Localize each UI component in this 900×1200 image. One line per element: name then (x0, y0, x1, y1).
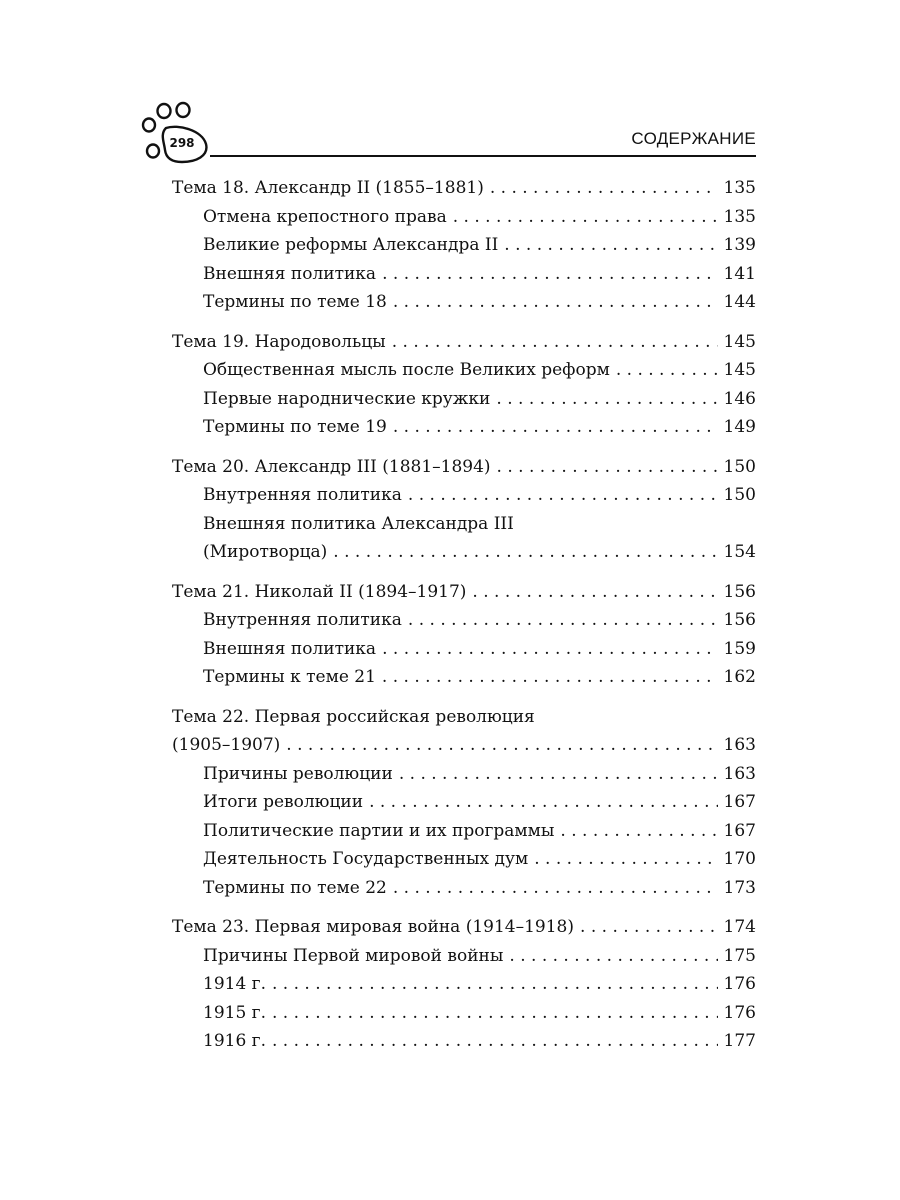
dot-leader (382, 663, 718, 692)
toc-subentry-title: Термины к теме 21 (203, 667, 376, 687)
toc-subentry-page: 175 (723, 945, 756, 966)
toc-subentry[interactable] (172, 203, 756, 232)
toc-subentry[interactable] (172, 635, 756, 664)
toc-subentry-page: 170 (723, 849, 756, 869)
dot-leader (497, 453, 718, 482)
toc-entry-title: Тема 20. Александр III (1881–1894) (172, 456, 491, 477)
toc-subentry-page: 146 (723, 388, 756, 409)
toc-entry-title: Тема 21. Николай II (1894–1917) (172, 581, 467, 602)
toc-entry[interactable] (172, 328, 756, 357)
dot-leader (408, 606, 718, 635)
toc-subentry[interactable] (172, 874, 756, 903)
toc-subentry[interactable] (172, 288, 756, 317)
toc-subentry[interactable] (172, 385, 756, 414)
toc-subentry-title-line2: (Миротворца) (203, 542, 328, 562)
dot-leader (616, 356, 718, 385)
toc-entry-page: 135 (723, 178, 756, 198)
toc-subentry[interactable] (172, 1027, 756, 1056)
toc-subentry-page: 149 (723, 417, 756, 437)
dot-leader (534, 845, 717, 874)
toc-subentry-title: Итоги революции (203, 792, 364, 812)
dot-leader (272, 970, 718, 999)
toc-subentry-page: 173 (723, 877, 756, 898)
toc-subentry[interactable] (172, 788, 756, 817)
toc-subentry-page: 162 (723, 667, 756, 687)
toc-group (172, 174, 756, 317)
toc-subentry-page: 176 (723, 1002, 756, 1023)
dot-leader (272, 999, 718, 1028)
page-header (0, 0, 900, 170)
toc-subentry-title: Первые народнические кружки (203, 388, 491, 409)
toc-subentry-title: Внутренняя политика (203, 610, 402, 630)
toc-subentry[interactable] (172, 817, 756, 846)
table-of-contents (172, 174, 756, 1067)
dot-leader (399, 760, 718, 789)
dot-leader (453, 203, 718, 232)
dot-leader (496, 385, 717, 414)
toc-subentry-title: Термины по теме 18 (203, 292, 387, 312)
dot-leader (580, 913, 718, 942)
toc-subentry-page: 177 (723, 1031, 756, 1051)
toc-subentry-page: 163 (723, 763, 756, 784)
toc-subentry-title: Причины Первой мировой войны (203, 945, 504, 966)
header-rule (210, 155, 756, 157)
paw-print-icon (138, 100, 210, 168)
dot-leader (369, 788, 717, 817)
toc-subentry[interactable] (172, 942, 756, 971)
dot-leader (504, 231, 717, 260)
toc-subentry-page: 167 (723, 820, 756, 841)
toc-entry-title-line2: (1905–1907) (172, 735, 281, 755)
section-title: СОДЕРЖАНИЕ (631, 129, 756, 148)
toc-subentry-title: Термины по теме 19 (203, 417, 387, 437)
toc-subentry-title: Деятельность Государственных дум (203, 849, 529, 869)
toc-subentry[interactable] (172, 413, 756, 442)
toc-subentry-page: 144 (723, 292, 756, 312)
toc-entry-title: Тема 19. Народовольцы (172, 331, 386, 352)
dot-leader (393, 288, 718, 317)
dot-leader (392, 328, 718, 357)
toc-subentry[interactable] (172, 663, 756, 692)
toc-group (172, 578, 756, 692)
toc-subentry[interactable] (172, 231, 756, 260)
toc-subentry-title-line1[interactable]: Внешняя политика Александра III (203, 513, 514, 534)
toc-subentry[interactable] (172, 538, 756, 567)
toc-subentry[interactable] (172, 845, 756, 874)
dot-leader (509, 942, 717, 971)
dot-leader (286, 731, 717, 760)
toc-subentry-title: Причины революции (203, 763, 393, 784)
dot-leader (393, 874, 718, 903)
toc-subentry[interactable] (172, 760, 756, 789)
toc-entry-page: 145 (723, 331, 756, 352)
toc-subentry-title: Внешняя политика (203, 638, 377, 659)
page-number: 298 (169, 136, 195, 150)
toc-group (172, 703, 756, 903)
toc-subentry-title: Термины по теме 22 (203, 877, 387, 898)
toc-subentry-title: Отмена крепостного права (203, 206, 447, 227)
toc-subentry-page: 150 (723, 485, 756, 505)
toc-subentry-title: Внутренняя политика (203, 485, 402, 505)
toc-subentry-page: 154 (723, 542, 756, 562)
dot-leader (560, 817, 717, 846)
toc-entry-page: 156 (723, 581, 756, 602)
toc-entry-page: 150 (723, 456, 756, 477)
toc-subentry-page: 145 (723, 360, 756, 380)
toc-subentry-page: 141 (723, 263, 756, 284)
toc-subentry-title: Политические партии и их программы (203, 820, 555, 841)
toc-subentry-title: 1916 г. (203, 1031, 266, 1051)
toc-subentry-page: 156 (723, 610, 756, 630)
toc-subentry-page: 159 (723, 638, 756, 659)
toc-entry[interactable] (172, 913, 756, 942)
toc-subentry-title: Общественная мысль после Великих реформ (203, 360, 610, 380)
toc-entry[interactable] (172, 578, 756, 607)
toc-group (172, 453, 756, 567)
toc-subentry-page: 135 (723, 206, 756, 227)
toc-subentry[interactable] (172, 999, 756, 1028)
toc-entry[interactable] (172, 174, 756, 203)
dot-leader (382, 260, 717, 289)
dot-leader (393, 413, 718, 442)
toc-group (172, 913, 756, 1056)
dot-leader (333, 538, 717, 567)
toc-entry-page: 174 (723, 917, 756, 937)
dot-leader (272, 1027, 718, 1056)
toc-subentry[interactable] (172, 970, 756, 999)
toc-subentry-page: 139 (723, 235, 756, 255)
toc-entry-title: Тема 23. Первая мировая война (1914–1918) (172, 917, 575, 937)
dot-leader (490, 174, 718, 203)
toc-subentry[interactable] (172, 606, 756, 635)
dot-leader (472, 578, 717, 607)
toc-subentry[interactable] (172, 260, 756, 289)
toc-subentry[interactable] (172, 356, 756, 385)
toc-subentry[interactable] (172, 481, 756, 510)
toc-subentry-title: 1914 г. (203, 974, 266, 994)
toc-subentry-title: Великие реформы Александра II (203, 235, 499, 255)
toc-entry-page: 163 (723, 735, 756, 755)
toc-group (172, 328, 756, 442)
toc-subentry-title: 1915 г. (203, 1002, 266, 1023)
toc-entry[interactable] (172, 731, 756, 760)
dot-leader (408, 481, 718, 510)
toc-subentry-title: Внешняя политика (203, 263, 377, 284)
toc-entry-title-line1[interactable]: Тема 22. Первая российская революция (172, 706, 535, 727)
toc-entry[interactable] (172, 453, 756, 482)
toc-subentry-page: 176 (723, 974, 756, 994)
dot-leader (382, 635, 717, 664)
toc-subentry-page: 167 (723, 792, 756, 812)
toc-entry-title: Тема 18. Александр II (1855–1881) (172, 178, 484, 198)
